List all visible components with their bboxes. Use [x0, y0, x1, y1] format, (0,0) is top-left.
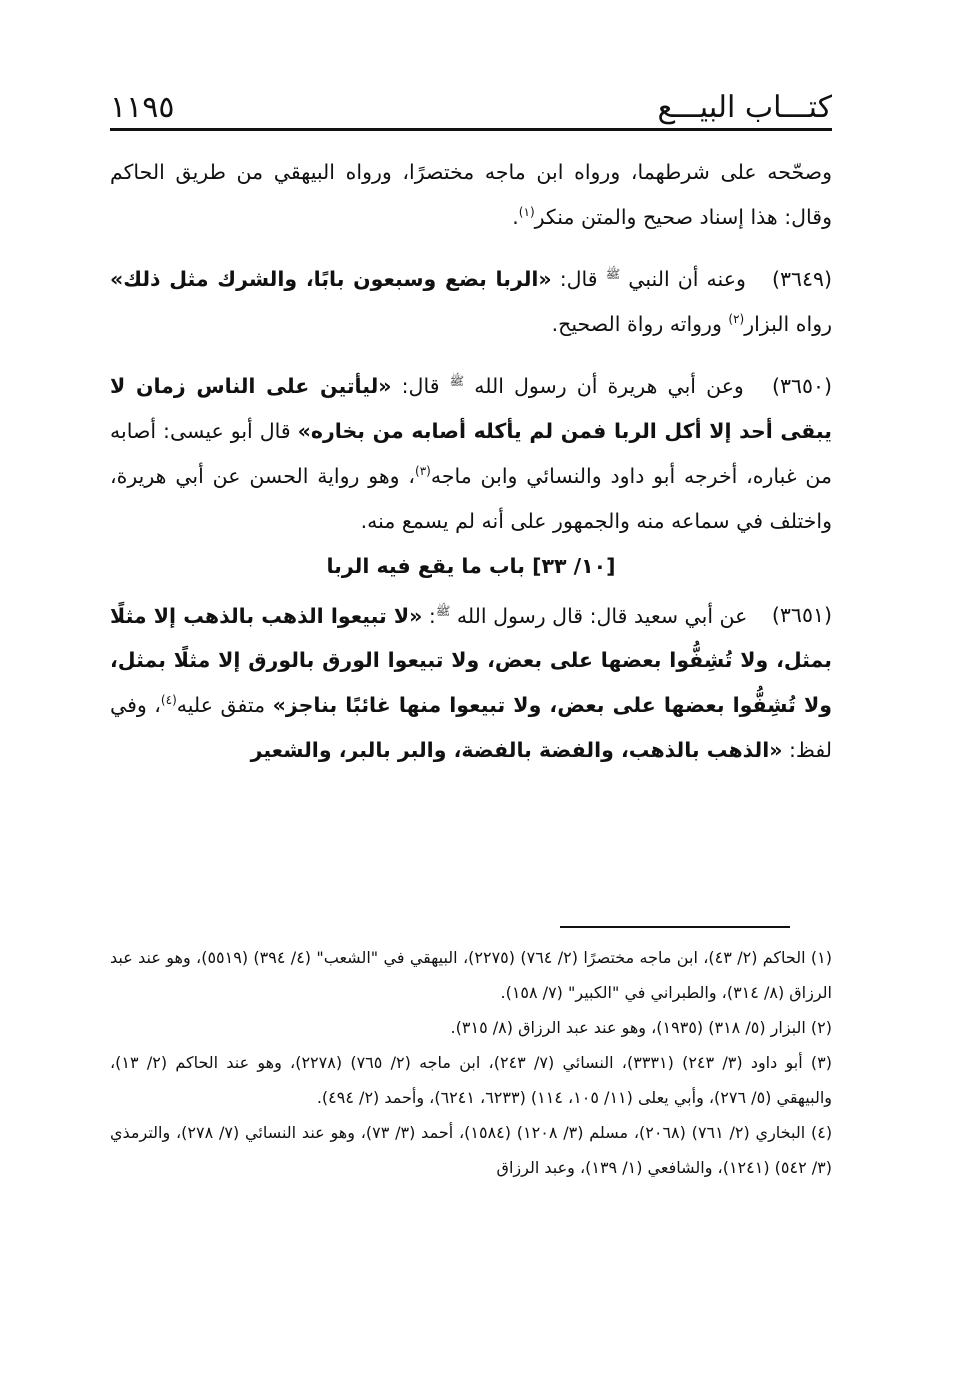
- footnote-2: (٢) البزار (٥/ ٣١٨) (١٩٣٥)، وهو عند عبد الرزاق (٨/ ٣١٥).: [450, 1018, 832, 1037]
- footnote-ref: (٤): [160, 693, 177, 708]
- main-text: [110, 150, 832, 773]
- hadith-text: «لا تبيعوا الذهب بالذهب إلا مثلًا بمثل، ولا تُشِفُّوا بعضها على بعض، ولا تبيعوا الورق بالورق إلا مثلًا بمثل، ولا تُشِفُّوا بعضها على بعض، ولا تبيعوا منها غائبًا بناجز»: [110, 603, 832, 718]
- book-title: كتـــاب البيـــع: [657, 90, 832, 125]
- pbuh-glyph: ﷺ: [605, 267, 621, 281]
- pbuh-glyph: ﷺ: [435, 603, 451, 618]
- footnote-ref: (٣): [415, 463, 431, 478]
- chapter-heading: [١٠/ ٣٣] باب ما يقع فيه الربا: [326, 553, 616, 578]
- page-header: [110, 88, 832, 128]
- hadith-number: (٣٦٥١): [771, 603, 832, 628]
- paragraph-continuation: وصحّحه على شرطهما، ورواه ابن ماجه مختصرًا، ورواه البيهقي من طريق الحاكم وقال: هذا إسناد صحيح والمتن منكر$^{(١)}$.: [110, 160, 832, 229]
- footnote-ref: (٢): [728, 312, 745, 326]
- hadith-text: «ليأتين على الناس زمان لا يبقى أحد إلا أكل الربا فمن لم يأكله أصابه من بخاره»: [110, 373, 832, 443]
- footnotes: [110, 940, 832, 1185]
- hadith-3650: (٣٦٥٠) وعن أبي هريرة أن رسول الله $^ﷺ$ قال: «ليأتين على الناس زمان لا يبقى أحد إلا أكل الربا فمن لم يأكله أصابه من بخاره» قال أبو عيسى: أصابه من غباره، أخرجه أبو داود والنسائي وابن ماجه$^{(٣)}$، وهو رواية الحسن عن أبي هريرة، واختلف في سماعه منه والجمهور على أنه لم يسمع منه.: [110, 359, 832, 544]
- footnote-ref: (١): [518, 205, 535, 220]
- hadith-text: «الربا بضع وسبعون بابًا، والشرك مثل ذلك»: [110, 266, 552, 291]
- footnote-separator: [560, 926, 790, 928]
- hadith-number: (٣٦٤٩): [771, 266, 832, 291]
- hadith-number: (٣٦٥٠): [771, 373, 832, 398]
- hadith-3649: (٣٦٤٩) وعنه أن النبي $^ﷺ$ قال: «الربا بضع وسبعون بابًا، والشرك مثل ذلك» رواه البزار$^{(٢)}$ ورواته رواة الصحيح.: [110, 252, 832, 347]
- footnote-4: (٤) البخاري (٢/ ٧٦١) (٢٠٦٨)، مسلم (٣/ ١٢٠٨) (١٥٨٤)، أحمد (٣/ ٧٣)، وهو عند النسائي (٧/ ٢٧٨)، والترمذي (٣/ ٥٤٢) (١٢٤١)، والشافعي (١/ ١٣٩)، وعبد الرزاق: [110, 1123, 833, 1177]
- hadith-text-2: «الذهب بالذهب، والفضة بالفضة، والبر بالبر، والشعير: [250, 738, 783, 763]
- page-number: ١١٩٥: [110, 90, 175, 125]
- pbuh-glyph: ﷺ: [449, 373, 465, 388]
- hadith-3651: (٣٦٥١) عن أبي سعيد قال: قال رسول الله $^ﷺ$: «لا تبيعوا الذهب بالذهب إلا مثلًا بمثل، ولا تُشِفُّوا بعضها على بعض، ولا تبيعوا الورق بالورق إلا مثلًا بمثل، ولا تُشِفُّوا بعضها على بعض، ولا تبيعوا منها غائبًا بناجز» متفق عليه$^{(٤)}$، وفي لفظ: «الذهب بالذهب، والفضة بالفضة، والبر بالبر، والشعير: [110, 589, 832, 774]
- header-rule: [110, 128, 832, 131]
- footnote-1: (١) الحاكم (٢/ ٤٣)، ابن ماجه مختصرًا (٢/ ٧٦٤) (٢٢٧٥)، البيهقي في "الشعب" (٤/ ٣٩٤) (٥٥١٩)، وهو عند عبد الرزاق (٨/ ٣١٤)، والطبراني في "الكبير" (٧/ ١٥٨).: [110, 948, 833, 1002]
- footnote-3: (٣) أبو داود (٣/ ٢٤٣) (٣٣٣١)، النسائي (٧/ ٢٤٣)، ابن ماجه (٢/ ٧٦٥) (٢٢٧٨)، وهو عند الحاكم (٢/ ١٣)، والبيهقي (٥/ ٢٧٦)، وأبي يعلى (١١/ ١٠٥، ١١٤) (٦٢٣٣، ٦٢٤١)، وأحمد (٢/ ٤٩٤).: [110, 1053, 832, 1107]
